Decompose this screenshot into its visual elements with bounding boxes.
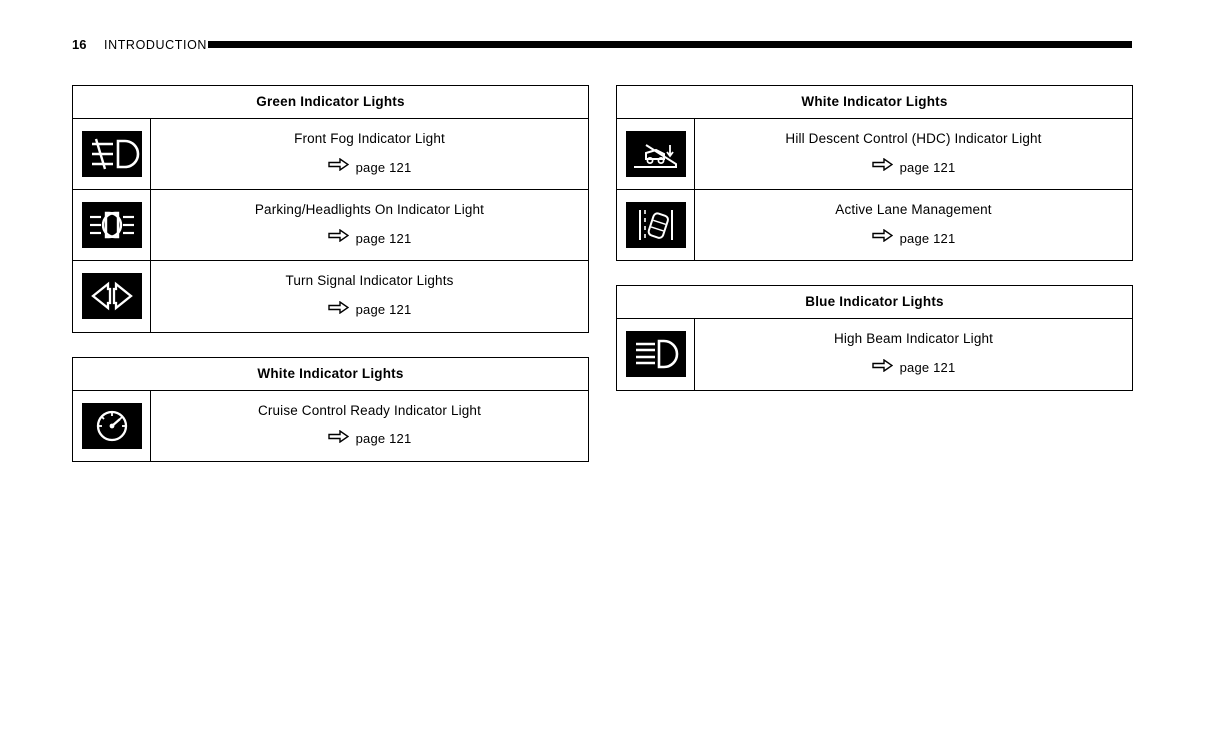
table-caption: White Indicator Lights (73, 357, 589, 390)
table-row (73, 119, 589, 190)
table-row (617, 319, 1133, 390)
page-reference (705, 158, 1122, 176)
page-ref-label: page 121 (899, 230, 956, 246)
item-label: Front Fog Indicator Light (294, 131, 445, 146)
page-number: 16 (72, 37, 87, 52)
item-text-cell (151, 390, 589, 461)
table-white-indicator-lights-left (72, 357, 589, 462)
table-caption: White Indicator Lights (617, 86, 1133, 119)
page-reference (161, 430, 578, 448)
table-row (617, 190, 1133, 261)
right-arrow-icon (872, 229, 893, 247)
table-caption: Green Indicator Lights (73, 86, 589, 119)
table-green-indicator-lights (72, 85, 589, 333)
parking-headlights-on-symbol (82, 202, 142, 248)
right-arrow-icon (328, 301, 349, 319)
page-ref-label: page 121 (899, 159, 956, 175)
page-ref-label: page 121 (355, 230, 412, 246)
symbol-cell (73, 261, 151, 332)
symbol-cell (617, 119, 695, 190)
page-title: INTRODUCTION (104, 38, 208, 52)
table-blue-indicator-lights (616, 285, 1133, 390)
table-caption-row (617, 86, 1133, 119)
item-text-cell (151, 261, 589, 332)
page-reference (161, 158, 578, 176)
table-row (617, 119, 1133, 190)
page-reference (161, 301, 578, 319)
page-ref-label: page 121 (355, 159, 412, 175)
table-caption-row (73, 86, 589, 119)
page-ref-label: page 121 (355, 431, 412, 447)
page-ref-label: page 121 (355, 302, 412, 318)
symbol-cell (617, 319, 695, 390)
item-text-cell (695, 119, 1133, 190)
symbol-cell (73, 390, 151, 461)
right-arrow-icon (328, 229, 349, 247)
front-fog-light-symbol (82, 131, 142, 177)
item-label: Turn Signal Indicator Lights (285, 273, 454, 289)
item-label: Hill Descent Control (HDC) Indicator Light (785, 131, 1042, 146)
table-row (73, 190, 589, 261)
symbol-cell (73, 190, 151, 261)
table-caption-row (617, 286, 1133, 319)
table-row (73, 261, 589, 332)
item-text-cell (695, 190, 1133, 261)
item-text-cell (151, 190, 589, 261)
table-caption: Blue Indicator Lights (617, 286, 1133, 319)
turn-signal-symbol (82, 273, 142, 319)
item-text-cell (151, 119, 589, 190)
page-reference (161, 229, 578, 247)
right-arrow-icon (328, 158, 349, 176)
header-rule (208, 41, 1132, 48)
item-label: Cruise Control Ready Indicator Light (257, 402, 481, 418)
item-text-cell (695, 319, 1133, 390)
item-label: Parking/Headlights On Indicator Light (254, 202, 485, 218)
table-row (73, 390, 589, 461)
symbol-cell (617, 190, 695, 261)
item-label: Active Lane Management (835, 202, 992, 218)
active-lane-management-symbol (626, 202, 686, 248)
table-caption-row (73, 357, 589, 390)
symbol-cell (73, 119, 151, 190)
left-column (72, 85, 589, 462)
page-header (0, 30, 1205, 60)
right-arrow-icon (872, 359, 893, 377)
right-column (616, 85, 1133, 391)
item-label: High Beam Indicator Light (833, 331, 994, 347)
page-reference (705, 229, 1122, 247)
hill-descent-control-symbol (626, 131, 686, 177)
table-white-indicator-lights-right (616, 85, 1133, 261)
high-beam-symbol (626, 331, 686, 377)
cruise-control-ready-symbol (82, 403, 142, 449)
right-arrow-icon (328, 430, 349, 448)
right-arrow-icon (872, 158, 893, 176)
page-ref-label: page 121 (899, 360, 956, 376)
page-reference (705, 359, 1122, 377)
